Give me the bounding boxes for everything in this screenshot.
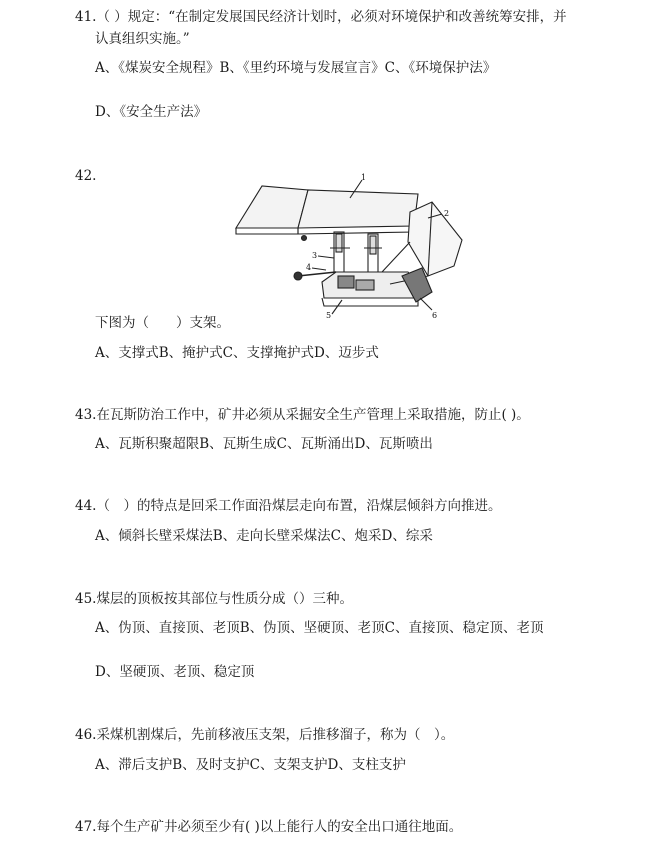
figure-label-3: 3 [312, 251, 318, 260]
hydraulic-support-drawing [232, 172, 472, 320]
hydraulic-support-figure [232, 172, 472, 320]
question-45-stem: 45.煤层的顶板按其部位与性质分成（）三种。 [75, 591, 353, 607]
question-41-options-line1: A、《煤炭安全规程》B、《里约环境与发展宣言》C、《环境保护法》 [95, 60, 497, 76]
question-42-options-line1: A、支撑式B、掩护式C、支撑掩护式D、迈步式 [95, 345, 379, 361]
figure-label-4: 4 [306, 263, 312, 272]
question-42-number: 42. [75, 168, 97, 184]
canopy-main-plate [298, 190, 418, 228]
question-45-options-line1: A、伪顶、直接顶、老顶B、伪顶、坚硬顶、老顶C、直接顶、稳定顶、老顶 [95, 620, 544, 636]
question-47-stem: 47.每个生产矿井必须至少有( )以上能行人的安全出口通往地面。 [75, 819, 463, 835]
figure-label-2: 2 [444, 209, 450, 218]
question-41-options-line2: D、《安全生产法》 [95, 104, 208, 120]
question-43-options-line1: A、瓦斯积聚超限B、瓦斯生成C、瓦斯涌出D、瓦斯喷出 [95, 436, 433, 452]
question-43-stem: 43.在瓦斯防治工作中，矿井必须从采掘安全生产管理上采取措施，防止( )。 [75, 407, 530, 423]
question-44-options-line1: A、倾斜长壁采煤法B、走向长壁采煤法C、炮采D、综采 [95, 528, 433, 544]
canopy-front-plate [236, 186, 308, 228]
question-41-stem-line2: 认真组织实施。” [95, 31, 190, 47]
figure-label-5: 5 [326, 311, 332, 320]
question-44-stem: 44.（ ）的特点是回采工作面沿煤层走向布置，沿煤层倾斜方向推进。 [75, 498, 502, 514]
rear-shield [408, 202, 462, 276]
figure-label-1: 1 [361, 173, 367, 182]
figure-label-6: 6 [432, 311, 438, 320]
question-46-options-line1: A、滞后支护B、及时支护C、支架支护D、支柱支护 [95, 757, 406, 773]
question-45-options-line2: D、坚硬顶、老顶、稳定顶 [95, 664, 255, 680]
question-42-stem: 下图为（ ）支架。 [95, 315, 230, 331]
question-46-stem: 46.采煤机割煤后，先前移液压支架，后推移溜子，称为（ ）。 [75, 727, 455, 743]
question-41-stem-line1: 41.（ ）规定：“在制定发展国民经济计划时，必须对环境保护和改善统筹安排，并 [75, 9, 567, 25]
